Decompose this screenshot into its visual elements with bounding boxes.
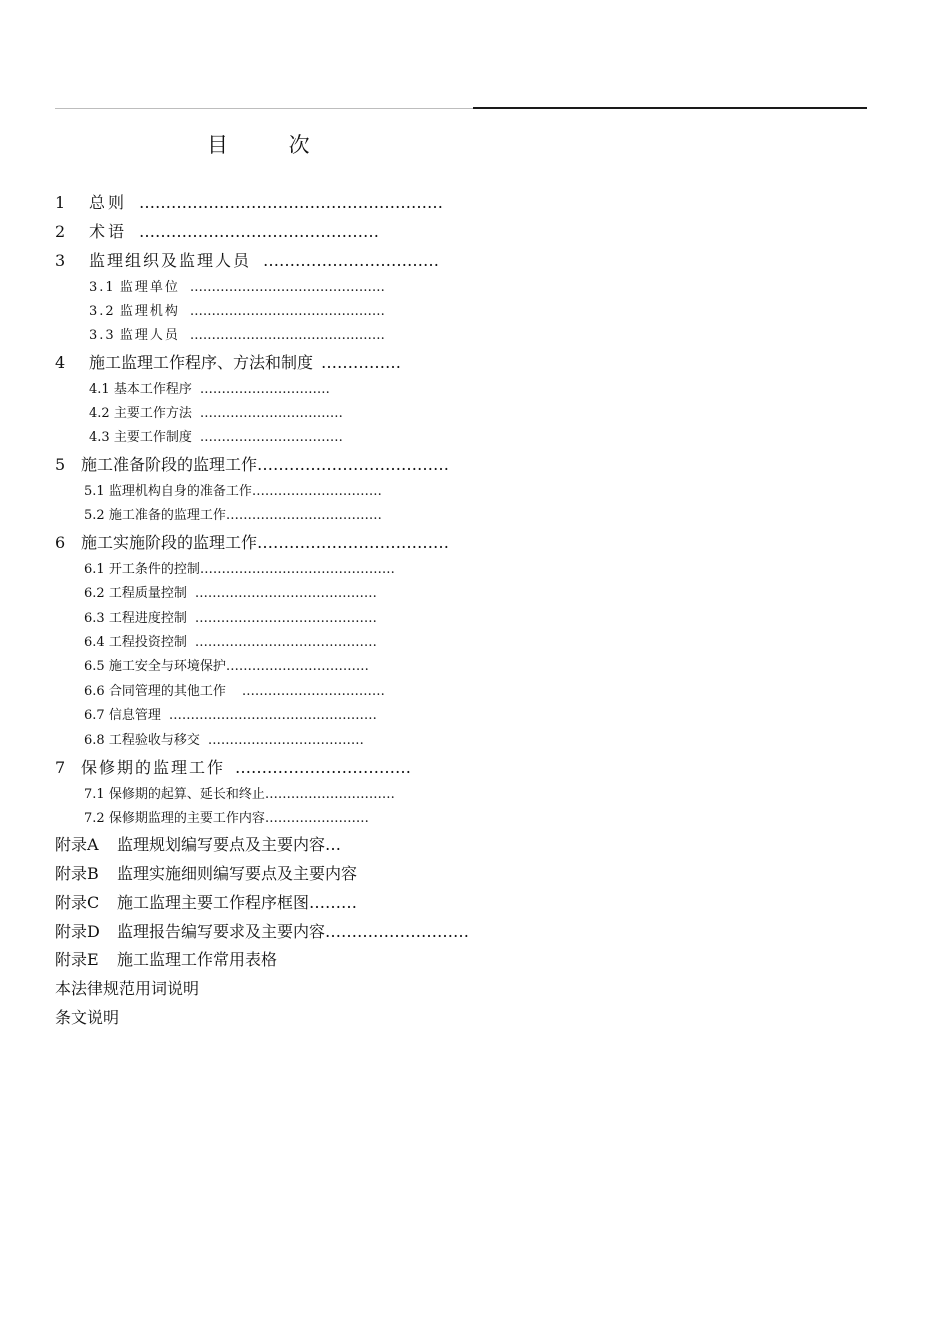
toc-entry-5-2[interactable] bbox=[84, 509, 382, 522]
toc-entry-terminology-note[interactable] bbox=[55, 981, 199, 997]
toc-entry-leader: …………………………… bbox=[199, 406, 343, 421]
toc-entry-number: 4.3 bbox=[89, 430, 110, 445]
toc-entry-title: 监理规划编写要点及主要内容 bbox=[117, 835, 326, 854]
toc-entry-title: 条文说明 bbox=[55, 1008, 120, 1027]
toc-entry-5[interactable] bbox=[55, 457, 449, 473]
toc-entry-leader: ………………………………………… bbox=[168, 708, 377, 723]
toc-entry-leader: ……………………………………… bbox=[189, 304, 385, 319]
toc-entry-leader: …………………………………… bbox=[194, 611, 377, 626]
toc-entry-title: 施工监理工作程序、方法和制度 bbox=[89, 353, 314, 372]
toc-entry-7-2[interactable] bbox=[84, 812, 369, 825]
toc-entry-number: 6.2 bbox=[84, 586, 105, 601]
toc-entry-leader: …………………………… bbox=[225, 659, 369, 674]
toc-entry-leader: …………………………………… bbox=[194, 635, 377, 650]
toc-entry-title: 信息管理 bbox=[108, 708, 161, 723]
toc-entry-number: 附录B bbox=[55, 864, 99, 883]
toc-entry-number: 5.1 bbox=[84, 484, 105, 499]
toc-entry-title: 保修期的监理工作 bbox=[81, 758, 226, 777]
toc-entry-appendix-a[interactable] bbox=[55, 837, 341, 853]
toc-entry-6-3[interactable] bbox=[84, 612, 377, 625]
toc-entry-title: 保修期监理的主要工作内容 bbox=[108, 811, 265, 826]
toc-entry-7-1[interactable] bbox=[84, 788, 395, 801]
toc-entry-leader: ……… bbox=[309, 893, 358, 912]
toc-entry-7[interactable] bbox=[55, 760, 411, 776]
toc-entry-number: 6.3 bbox=[84, 611, 105, 626]
toc-entry-title: 施工安全与环境保护 bbox=[108, 659, 226, 674]
toc-entry-number: 7.2 bbox=[84, 811, 105, 826]
toc-entry-leader: ……………………… bbox=[325, 922, 470, 941]
toc-entry-number: 4.2 bbox=[89, 406, 110, 421]
toc-entry-6-6[interactable] bbox=[84, 685, 385, 698]
toc-entry-leader: ……………………………………… bbox=[199, 562, 395, 577]
toc-entry-5-1[interactable] bbox=[84, 485, 382, 498]
toc-entry-title: 合同管理的其他工作 bbox=[108, 684, 226, 699]
toc-entry-leader: ……………………………………… bbox=[139, 222, 380, 241]
toc-entry-title: 施工准备的监理工作 bbox=[108, 508, 226, 523]
toc-entry-leader: ………………………… bbox=[199, 382, 330, 397]
toc-entry-3-3[interactable] bbox=[89, 329, 385, 342]
toc-entry-3-1[interactable] bbox=[89, 281, 385, 294]
toc-entry-6-2[interactable] bbox=[84, 587, 377, 600]
toc-entry-number: 3.1 bbox=[89, 280, 116, 295]
toc-entry-title: 保修期的起算、延长和终止 bbox=[108, 787, 265, 802]
toc-entry-leader: ……………………………………… bbox=[189, 280, 385, 295]
toc-entry-number: 附录A bbox=[55, 835, 99, 854]
toc-entry-title: 监理人员 bbox=[119, 328, 180, 343]
toc-entry-leader: ……………………………… bbox=[257, 533, 450, 552]
toc-entry-number: 6.5 bbox=[84, 659, 105, 674]
toc-entry-leader: ………………………… bbox=[251, 484, 382, 499]
page-title: 目 次 bbox=[207, 133, 337, 157]
toc-entry-title: 监理报告编写要求及主要内容 bbox=[117, 922, 326, 941]
toc-entry-number: 6.6 bbox=[84, 684, 105, 699]
toc-entry-leader: ……………………………… bbox=[207, 733, 364, 748]
toc-entry-title: 工程进度控制 bbox=[108, 611, 187, 626]
toc-entry-number: 附录C bbox=[55, 893, 100, 912]
toc-entry-number: 附录D bbox=[55, 922, 100, 941]
toc-entry-title: 施工监理主要工作程序框图 bbox=[117, 893, 310, 912]
toc-entry-title: 施工监理工作常用表格 bbox=[117, 950, 278, 969]
toc-entry-number: 附录E bbox=[55, 950, 99, 969]
toc-entry-4-3[interactable] bbox=[89, 431, 343, 444]
toc-entry-number: 7 bbox=[55, 758, 66, 777]
toc-entry-title: 监理机构自身的准备工作 bbox=[108, 484, 252, 499]
toc-entry-number: 3.3 bbox=[89, 328, 116, 343]
toc-entry-number: 1 bbox=[55, 193, 66, 212]
toc-entry-number: 6.7 bbox=[84, 708, 105, 723]
toc-entry-leader: …………………… bbox=[264, 811, 369, 826]
toc-entry-6-5[interactable] bbox=[84, 660, 369, 673]
toc-entry-title: 工程投资控制 bbox=[108, 635, 187, 650]
toc-entry-1[interactable] bbox=[55, 195, 443, 211]
toc-entry-title: 监理组织及监理人员 bbox=[89, 251, 252, 270]
toc-entry-number: 6.4 bbox=[84, 635, 105, 650]
toc-entry-appendix-e[interactable] bbox=[55, 952, 277, 968]
toc-entry-title: 总则 bbox=[89, 193, 128, 212]
toc-entry-leader: …………………………… bbox=[235, 758, 412, 777]
toc-entry-3[interactable] bbox=[55, 253, 439, 269]
toc-entry-title: 本法律规范用词说明 bbox=[55, 979, 200, 998]
toc-entry-title: 基本工作程序 bbox=[113, 382, 192, 397]
toc-entry-leader: …………………………… bbox=[263, 251, 440, 270]
toc-entry-number: 6.8 bbox=[84, 733, 105, 748]
toc-entry-leader: ………………………… bbox=[264, 787, 395, 802]
toc-entry-6-7[interactable] bbox=[84, 709, 377, 722]
toc-entry-title: 施工准备阶段的监理工作 bbox=[81, 455, 258, 474]
toc-entry-6-1[interactable] bbox=[84, 563, 395, 576]
toc-entry-appendix-b[interactable] bbox=[55, 866, 357, 882]
toc-entry-title: 施工实施阶段的监理工作 bbox=[81, 533, 258, 552]
toc-entry-3-2[interactable] bbox=[89, 305, 385, 318]
toc-entry-title: 工程质量控制 bbox=[108, 586, 187, 601]
toc-entry-6-8[interactable] bbox=[84, 734, 364, 747]
toc-entry-title: 术语 bbox=[89, 222, 128, 241]
toc-entry-number: 6.1 bbox=[84, 562, 105, 577]
toc-entry-2[interactable] bbox=[55, 224, 379, 240]
toc-entry-leader: ……………………………… bbox=[257, 455, 450, 474]
toc-entry-appendix-d[interactable] bbox=[55, 924, 469, 940]
toc-entry-4[interactable] bbox=[55, 355, 401, 371]
toc-entry-title: 主要工作制度 bbox=[113, 430, 192, 445]
toc-entry-number: 4.1 bbox=[89, 382, 110, 397]
toc-entry-leader: ………………………………………………… bbox=[139, 193, 444, 212]
toc-entry-number: 4 bbox=[55, 353, 66, 372]
toc-entry-leader: ……………………………… bbox=[225, 508, 382, 523]
toc-entry-leader: … bbox=[325, 835, 342, 854]
toc-entry-leader: …………………………… bbox=[241, 684, 385, 699]
toc-entry-title: 监理机构 bbox=[119, 304, 180, 319]
toc-entry-leader: …………………………… bbox=[199, 430, 343, 445]
toc-entry-number: 5.2 bbox=[84, 508, 105, 523]
toc-entry-title: 监理实施细则编写要点及主要内容 bbox=[117, 864, 358, 883]
toc-entry-leader: …………………………………… bbox=[194, 586, 377, 601]
toc-entry-leader: ……………………………………… bbox=[189, 328, 385, 343]
toc-entry-number: 3.2 bbox=[89, 304, 116, 319]
toc-entry-number: 5 bbox=[55, 455, 66, 474]
toc-entry-appendix-c[interactable] bbox=[55, 895, 357, 911]
toc-entry-number: 7.1 bbox=[84, 787, 105, 802]
toc-entry-clause-explanation[interactable] bbox=[55, 1010, 119, 1026]
toc-entry-4-1[interactable] bbox=[89, 383, 330, 396]
toc-entry-title: 工程验收与移交 bbox=[108, 733, 200, 748]
toc-entry-title: 监理单位 bbox=[119, 280, 180, 295]
toc-entry-4-2[interactable] bbox=[89, 407, 343, 420]
toc-entry-6[interactable] bbox=[55, 535, 449, 551]
toc-entry-title: 主要工作方法 bbox=[113, 406, 192, 421]
toc-entry-number: 6 bbox=[55, 533, 66, 552]
toc-entry-title: 开工条件的控制 bbox=[108, 562, 200, 577]
toc-entry-6-4[interactable] bbox=[84, 636, 377, 649]
toc-entry-number: 2 bbox=[55, 222, 66, 241]
toc-entry-number: 3 bbox=[55, 251, 66, 270]
toc-entry-leader: …………… bbox=[321, 353, 402, 372]
